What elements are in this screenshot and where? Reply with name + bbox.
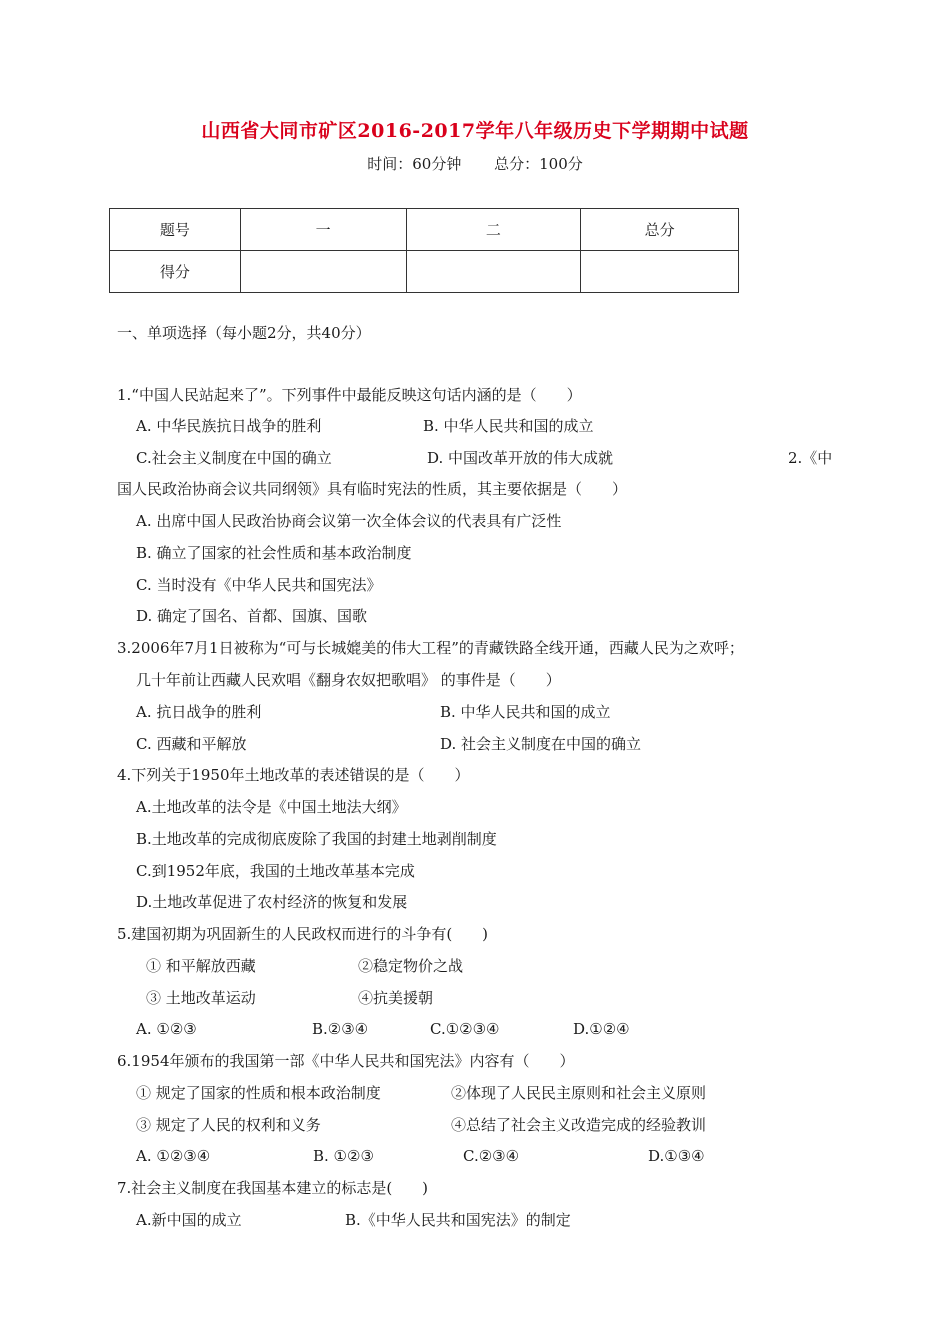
question-5-item-1: ① 和平解放西藏: [146, 957, 256, 975]
question-6-item-1: ① 规定了国家的性质和根本政治制度: [136, 1084, 381, 1102]
score-table: [109, 208, 739, 293]
question-1-option-d: D. 中国改革开放的伟大成就: [427, 449, 614, 467]
question-2-stem: 国人民政治协商会议共同纲领》具有临时宪法的性质，其主要依据是（ ）: [117, 480, 628, 498]
question-6-option-b: B. ①②③: [313, 1147, 374, 1165]
question-2-option-b: B. 确立了国家的社会性质和基本政治制度: [136, 544, 412, 562]
question-3-stem-line-2: 几十年前让西藏人民欢唱《翻身农奴把歌唱》 的事件是（ ）: [136, 671, 561, 689]
question-7-stem: 7.社会主义制度在我国基本建立的标志是( ): [117, 1179, 429, 1197]
score-table-score-row: [110, 251, 739, 293]
question-5-option-b: B.②③④: [312, 1020, 369, 1038]
question-5-option-d: D.①②④: [573, 1020, 630, 1038]
section-heading: 一、单项选择（每小题2分，共40分）: [117, 324, 371, 342]
exam-total: 总分：100分: [494, 155, 583, 173]
score-header-cell: 总分: [581, 209, 739, 251]
exam-title: 山西省大同市矿区2016-2017学年八年级历史下学期期中试题: [201, 120, 749, 142]
question-7-option-b: B.《中华人民共和国宪法》的制定: [345, 1211, 571, 1229]
question-3-option-c: C. 西藏和平解放: [136, 735, 247, 753]
question-1-stem: 1.“中国人民站起来了”。下列事件中最能反映这句话内涵的是（ ）: [117, 386, 582, 404]
question-2-option-d: D. 确定了国名、首都、国旗、国歌: [136, 607, 368, 625]
question-5-option-c: C.①②③④: [430, 1020, 500, 1038]
question-2-option-a: A. 出席中国人民政治协商会议第一次全体会议的代表具有广泛性: [136, 512, 562, 530]
question-1-option-b: B. 中华人民共和国的成立: [423, 417, 594, 435]
score-row-label: 得分: [110, 251, 241, 293]
question-3-option-a: A. 抗日战争的胜利: [136, 703, 262, 721]
question-4-stem: 4.下列关于1950年土地改革的表述错误的是（ ）: [117, 766, 470, 784]
question-3-option-b: B. 中华人民共和国的成立: [440, 703, 611, 721]
score-cell-empty[interactable]: [406, 251, 581, 293]
question-2-option-c: C. 当时没有《中华人民共和国宪法》: [136, 576, 382, 594]
score-cell-empty[interactable]: [581, 251, 739, 293]
exam-time: 时间：60分钟: [367, 155, 462, 173]
score-header-cell: 二: [406, 209, 581, 251]
question-4-option-c: C.到1952年底，我国的土地改革基本完成: [136, 862, 415, 880]
question-3-stem-line-1: 3.2006年7月1日被称为“可与长城媲美的伟大工程”的青藏铁路全线开通，西藏人民为之欢呼；: [117, 639, 744, 657]
question-6-item-4: ④总结了社会主义改造完成的经验教训: [451, 1116, 707, 1134]
question-4-option-b: B.土地改革的完成彻底废除了我国的封建土地剥削制度: [136, 830, 497, 848]
question-6-option-c: C.②③④: [463, 1147, 520, 1165]
question-6-option-a: A. ①②③④: [136, 1147, 211, 1165]
question-5-option-a: A. ①②③: [136, 1020, 197, 1038]
question-1-option-a: A. 中华民族抗日战争的胜利: [136, 417, 322, 435]
score-table-header-row: [110, 209, 739, 251]
question-5-item-4: ④抗美援朝: [358, 989, 434, 1007]
question-3-option-d: D. 社会主义制度在中国的确立: [440, 735, 642, 753]
score-header-cell: 题号: [110, 209, 241, 251]
question-6-stem: 6.1954年颁布的我国第一部《中华人民共和国宪法》内容有（ ）: [117, 1052, 575, 1070]
score-header-cell: 一: [240, 209, 406, 251]
question-2-stem-start: 2.《中: [788, 449, 833, 467]
question-5-item-3: ③ 土地改革运动: [146, 989, 256, 1007]
question-5-stem: 5.建国初期为巩固新生的人民政权而进行的斗争有( ): [117, 925, 489, 943]
question-6-item-2: ②体现了人民民主原则和社会主义原则: [451, 1084, 707, 1102]
exam-subtitle: [0, 153, 950, 174]
score-cell-empty[interactable]: [240, 251, 406, 293]
question-5-item-2: ②稳定物价之战: [358, 957, 464, 975]
question-1-option-c: C.社会主义制度在中国的确立: [136, 449, 332, 467]
question-7-option-a: A.新中国的成立: [136, 1211, 242, 1229]
question-4-option-d: D.土地改革促进了农村经济的恢复和发展: [136, 893, 408, 911]
question-4-option-a: A.土地改革的法令是《中国土地法大纲》: [136, 798, 407, 816]
question-6-item-3: ③ 规定了人民的权利和义务: [136, 1116, 321, 1134]
question-6-option-d: D.①③④: [648, 1147, 705, 1165]
